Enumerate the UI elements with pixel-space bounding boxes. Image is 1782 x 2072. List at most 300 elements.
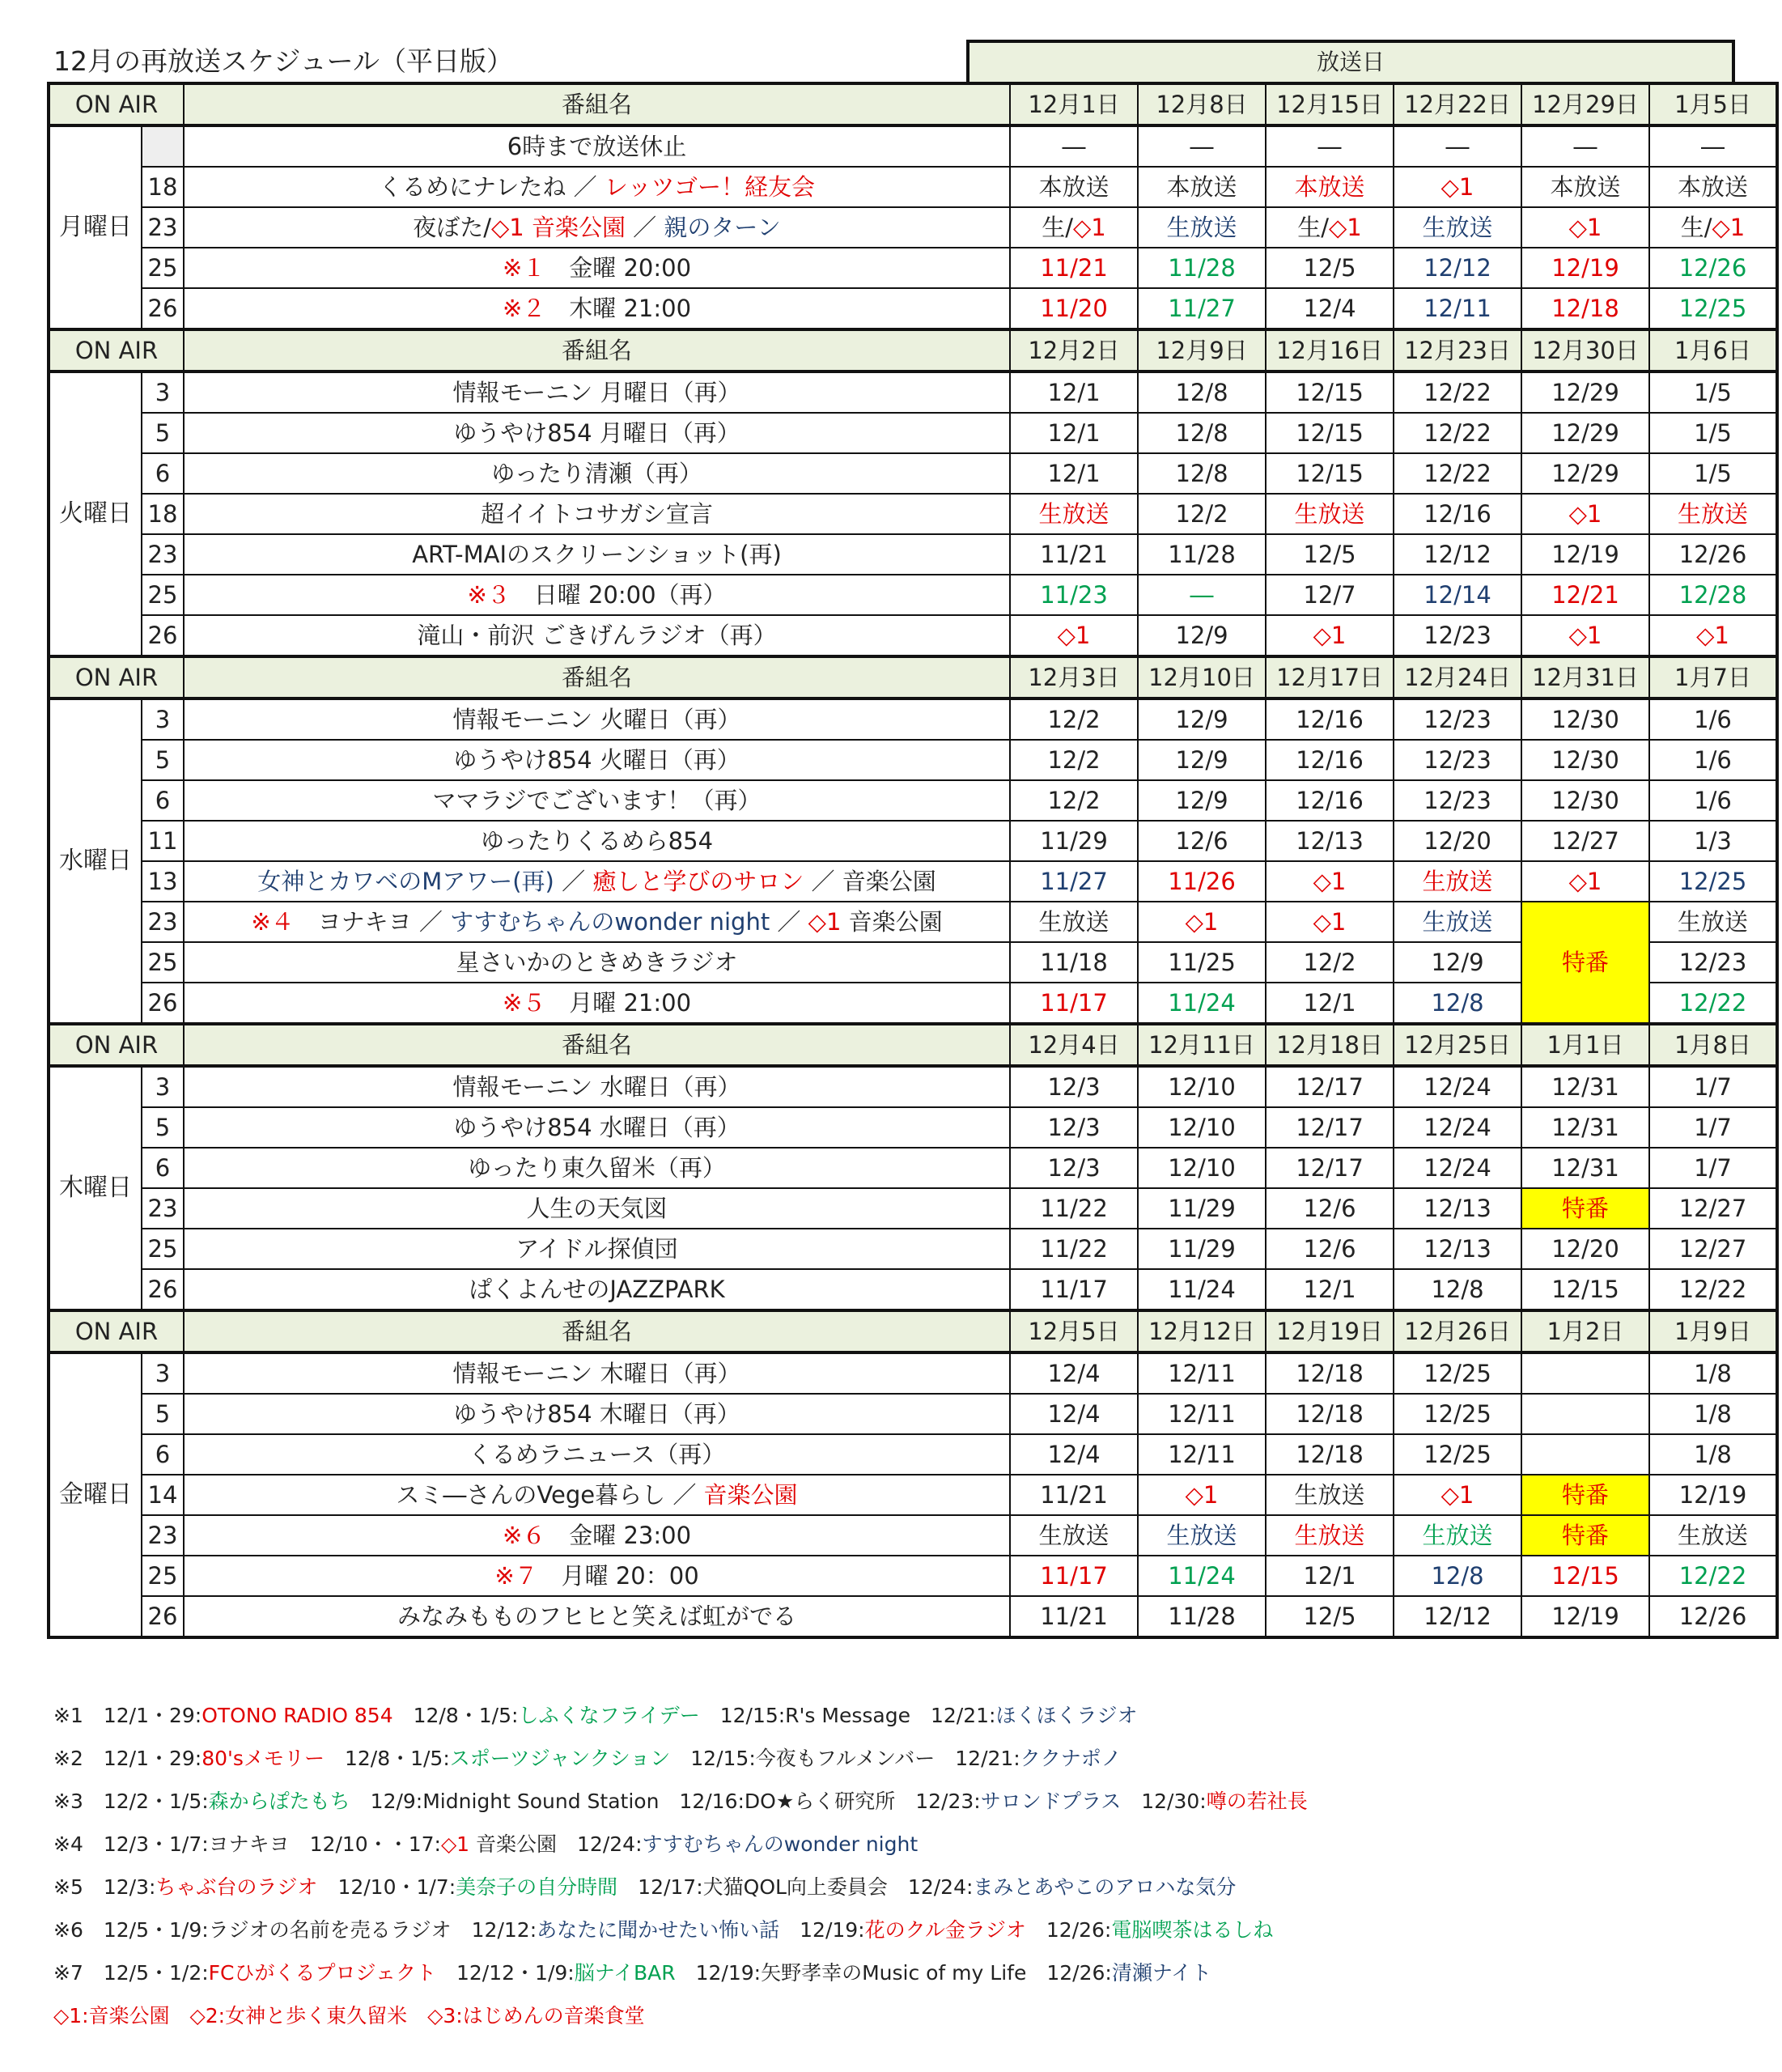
- schedule-cell: 12/18: [1266, 1394, 1394, 1434]
- hour-cell: 23: [142, 902, 184, 942]
- hour-cell: 26: [142, 288, 184, 329]
- schedule-cell: 1/7: [1649, 1066, 1777, 1107]
- weekday-label: 火曜日: [49, 372, 142, 656]
- program-name: [184, 861, 1010, 902]
- schedule-cell: 12/30: [1521, 698, 1649, 740]
- schedule-cell: 11/20: [1010, 288, 1138, 329]
- schedule-cell: 12/6: [1266, 1188, 1394, 1229]
- legend-text: しふくなフライデー: [518, 1704, 700, 1727]
- legend-line: [53, 2002, 1308, 2045]
- table-row: [49, 1229, 1777, 1269]
- schedule-cell: 12/6: [1266, 1229, 1394, 1269]
- program-name-part: ※６: [502, 1522, 546, 1549]
- page-title: 12月の再放送スケジュール（平日版）: [53, 45, 514, 77]
- schedule-cell: 12/29: [1521, 413, 1649, 453]
- schedule-cell: 12/24: [1394, 1066, 1521, 1107]
- legend-text: ◇1:音楽公園 ◇2:女神と歩く東久留米 ◇3:はじめんの音楽食堂: [53, 2004, 645, 2027]
- schedule-cell: 12/5: [1266, 248, 1394, 288]
- schedule-cell: 11/21: [1010, 1596, 1138, 1637]
- schedule-cell: 生放送: [1649, 902, 1777, 942]
- date-header: 12月22日: [1394, 83, 1521, 125]
- program-name: [184, 413, 1010, 453]
- date-header: 1月1日: [1521, 1024, 1649, 1066]
- legend-line: [53, 1874, 1308, 1917]
- schedule-cell: 本放送: [1266, 167, 1394, 207]
- program-name: [184, 1515, 1010, 1556]
- hour-cell: 23: [142, 207, 184, 248]
- date-header: 12月3日: [1010, 656, 1138, 698]
- special-program-cell: 特番: [1521, 1188, 1649, 1229]
- legend-text: 12/30:: [1121, 1790, 1207, 1813]
- schedule-cell: 12/5: [1266, 534, 1394, 575]
- program-name: [184, 494, 1010, 534]
- hour-cell: 23: [142, 534, 184, 575]
- schedule-cell: 12/25: [1649, 288, 1777, 329]
- schedule-cell: 12/31: [1521, 1066, 1649, 1107]
- program-name-part: ◇1: [808, 908, 842, 936]
- legend-text: スポーツジャンクション: [449, 1747, 671, 1770]
- schedule-cell: 11/21: [1010, 1475, 1138, 1515]
- day-header-row: [49, 1310, 1777, 1352]
- hour-cell: 5: [142, 413, 184, 453]
- legend-text: 電脳喫茶はるしね: [1111, 1918, 1274, 1942]
- program-name-part: ヨナキヨ ／: [294, 908, 451, 936]
- date-header: 12月2日: [1010, 329, 1138, 372]
- schedule-cell: 1/8: [1649, 1434, 1777, 1475]
- schedule-cell: 12/27: [1521, 821, 1649, 861]
- schedule-cell: 12/4: [1010, 1434, 1138, 1475]
- legend-text: 80'sメモリー: [202, 1747, 325, 1770]
- schedule-cell: 12/11: [1138, 1434, 1266, 1475]
- schedule-cell: 12/8: [1394, 983, 1521, 1024]
- schedule-cell: 12/10: [1138, 1066, 1266, 1107]
- schedule-cell: 12/2: [1010, 698, 1138, 740]
- program-name-part: 情報モーニン 水曜日（再）: [452, 1073, 741, 1101]
- weekday-label: 水曜日: [49, 698, 142, 1024]
- schedule-cell: 1/6: [1649, 740, 1777, 780]
- schedule-cell: 12/25: [1649, 861, 1777, 902]
- legend-text: ※5 12/3:: [53, 1875, 156, 1899]
- legend-text: 12/19:: [779, 1918, 865, 1942]
- schedule-cell: 12/2: [1266, 942, 1394, 983]
- program-name-part: 月曜 20：00: [537, 1562, 699, 1590]
- schedule-cell: 12/30: [1521, 740, 1649, 780]
- schedule-cell: 12/1: [1010, 372, 1138, 413]
- program-name-part: 情報モーニン 火曜日（再）: [452, 706, 741, 733]
- schedule-cell: 12/26: [1649, 534, 1777, 575]
- schedule-cell: 12/9: [1138, 698, 1266, 740]
- program-name-part: ぱくよんせのJAZZPARK: [469, 1276, 725, 1303]
- program-name-header: 番組名: [184, 1024, 1010, 1066]
- hour-cell: 18: [142, 494, 184, 534]
- table-row: [49, 740, 1777, 780]
- date-header: 12月19日: [1266, 1310, 1394, 1352]
- legend-text: ほくほくラジオ: [995, 1704, 1138, 1727]
- hour-cell: [142, 125, 184, 167]
- schedule-cell: 12/26: [1649, 1596, 1777, 1637]
- date-header: 12月29日: [1521, 83, 1649, 125]
- date-header: 12月18日: [1266, 1024, 1394, 1066]
- schedule-cell: 12/17: [1266, 1148, 1394, 1188]
- table-row: [49, 983, 1777, 1024]
- hour-cell: 6: [142, 1148, 184, 1188]
- date-header: 12月10日: [1138, 656, 1266, 698]
- date-header: 12月24日: [1394, 656, 1521, 698]
- schedule-cell: 12/13: [1266, 821, 1394, 861]
- schedule-cell: 12/27: [1649, 1229, 1777, 1269]
- schedule-cell: 12/24: [1394, 1148, 1521, 1188]
- program-name-part: ゆうやけ854 木曜日（再）: [453, 1400, 740, 1428]
- program-name: [184, 1229, 1010, 1269]
- program-name: [184, 125, 1010, 167]
- schedule-cell: 12/24: [1394, 1107, 1521, 1148]
- program-name-part: ゆうやけ854 火曜日（再）: [453, 746, 740, 774]
- schedule-cell: 12/20: [1521, 1229, 1649, 1269]
- schedule-cell: 12/11: [1138, 1352, 1266, 1394]
- schedule-cell: 11/22: [1010, 1229, 1138, 1269]
- schedule-cell: ―: [1394, 125, 1521, 167]
- schedule-cell: 11/21: [1010, 248, 1138, 288]
- table-row: [49, 1148, 1777, 1188]
- legend-text: 清瀬ナイト: [1111, 1961, 1212, 1985]
- schedule-cell: 12/3: [1010, 1148, 1138, 1188]
- schedule-cell: ◇1: [1521, 494, 1649, 534]
- schedule-cell: 生放送: [1649, 494, 1777, 534]
- legend-text: OTONO RADIO 854: [202, 1704, 393, 1727]
- schedule-cell: 1/7: [1649, 1107, 1777, 1148]
- program-name-part: 情報モーニン 木曜日（再）: [452, 1360, 741, 1387]
- schedule-cell: ―: [1649, 125, 1777, 167]
- date-header: 12月8日: [1138, 83, 1266, 125]
- date-header: 1月8日: [1649, 1024, 1777, 1066]
- schedule-cell: 11/25: [1138, 942, 1266, 983]
- schedule-cell: 12/9: [1138, 780, 1266, 821]
- date-header: 12月25日: [1394, 1024, 1521, 1066]
- program-name-part: くるめにナレたね ／: [379, 173, 605, 201]
- legend-text: 12/26:: [1025, 1918, 1112, 1942]
- schedule-cell: 11/24: [1138, 1269, 1266, 1310]
- schedule-cell: 12/9: [1138, 740, 1266, 780]
- schedule-cell: 12/1: [1266, 1269, 1394, 1310]
- schedule-cell: 12/5: [1266, 1596, 1394, 1637]
- table-row: [49, 288, 1777, 329]
- schedule-cell: 12/17: [1266, 1107, 1394, 1148]
- hour-cell: 3: [142, 372, 184, 413]
- program-name-part: すすむちゃんのwonder night: [450, 908, 770, 936]
- program-name-part: くるめラニュース（再）: [468, 1441, 726, 1468]
- schedule-cell: 12/16: [1394, 494, 1521, 534]
- schedule-cell: 1/6: [1649, 698, 1777, 740]
- date-header: 12月30日: [1521, 329, 1649, 372]
- program-name-part: 親のターン: [664, 214, 781, 241]
- legend-text: 脳ナイBAR: [574, 1961, 676, 1985]
- schedule-cell: 12/29: [1521, 372, 1649, 413]
- legend-text: 音楽公園 12/24:: [469, 1832, 643, 1856]
- schedule-cell: 12/1: [1010, 453, 1138, 494]
- schedule-cell: ◇1: [1394, 1475, 1521, 1515]
- hour-cell: 25: [142, 942, 184, 983]
- hour-cell: 26: [142, 1269, 184, 1310]
- schedule-cell: ◇1: [1138, 1475, 1266, 1515]
- program-name-part: 木曜 21:00: [545, 295, 692, 322]
- table-row: [49, 1188, 1777, 1229]
- program-name-part: 6時まで放送休止: [507, 133, 687, 160]
- schedule-cell: 11/17: [1010, 1269, 1138, 1310]
- schedule-cell: 12/22: [1649, 1556, 1777, 1596]
- hour-cell: 26: [142, 615, 184, 656]
- schedule-cell: 生放送: [1394, 861, 1521, 902]
- day-header-row: [49, 83, 1777, 125]
- legend-text: ククナポノ: [1020, 1747, 1122, 1770]
- legend-text: すすむちゃんのwonder night: [642, 1832, 919, 1856]
- schedule-cell: 生放送: [1266, 494, 1394, 534]
- schedule-cell: 12/2: [1010, 740, 1138, 780]
- legend-text: 12/19:矢野孝幸のMusic of my Life 12/26:: [675, 1961, 1112, 1985]
- table-row: [49, 575, 1777, 615]
- schedule-cell: 12/4: [1010, 1394, 1138, 1434]
- schedule-cell: 生放送: [1394, 207, 1521, 248]
- program-name-part: ／: [625, 214, 664, 241]
- special-program-cell: 特番: [1521, 902, 1649, 1024]
- footnote-legend: [53, 1702, 1308, 2045]
- table-row: [49, 902, 1777, 942]
- schedule-cell: 12/19: [1521, 1596, 1649, 1637]
- schedule-cell: 12/2: [1010, 780, 1138, 821]
- cell-part: ◇1: [1712, 214, 1746, 241]
- program-name-part: ※１: [502, 254, 546, 282]
- program-name: [184, 1269, 1010, 1310]
- program-name: [184, 615, 1010, 656]
- program-name: [184, 207, 1010, 248]
- hour-cell: 13: [142, 861, 184, 902]
- table-row: [49, 534, 1777, 575]
- schedule-cell: [1521, 1434, 1649, 1475]
- program-name-part: ゆったりくるめら854: [480, 827, 714, 855]
- schedule-cell: 12/23: [1394, 740, 1521, 780]
- schedule-cell: 12/3: [1010, 1107, 1138, 1148]
- legend-line: [53, 1745, 1308, 1788]
- schedule-cell: ―: [1138, 125, 1266, 167]
- program-name-part: ART-MAIのスクリーンショット(再): [412, 541, 782, 568]
- schedule-cell: [1521, 1352, 1649, 1394]
- program-name-header: 番組名: [184, 83, 1010, 125]
- schedule-cell: 11/29: [1138, 1188, 1266, 1229]
- schedule-cell: 12/15: [1266, 453, 1394, 494]
- schedule-cell: ◇1: [1266, 615, 1394, 656]
- schedule-cell: 12/30: [1521, 780, 1649, 821]
- program-name-part: ◇1 音楽公園: [490, 214, 626, 241]
- hour-cell: 23: [142, 1188, 184, 1229]
- schedule-cell: ◇1: [1521, 207, 1649, 248]
- program-name-part: スミ―さんのVege暮らし ／: [396, 1481, 704, 1509]
- hour-cell: 6: [142, 453, 184, 494]
- table-row: [49, 1475, 1777, 1515]
- program-name: [184, 167, 1010, 207]
- legend-line: [53, 1959, 1308, 2002]
- schedule-cell: 12/19: [1521, 534, 1649, 575]
- schedule-cell: 12/29: [1521, 453, 1649, 494]
- legend-text: ※3 12/2・1/5:: [53, 1790, 209, 1813]
- schedule-cell: 12/22: [1394, 372, 1521, 413]
- table-row: [49, 1515, 1777, 1556]
- legend-text: 美奈子の自分時間: [456, 1875, 618, 1899]
- weekday-label: 金曜日: [49, 1352, 142, 1637]
- weekday-label: 木曜日: [49, 1066, 142, 1310]
- legend-text: ※1 12/1・29:: [53, 1704, 202, 1727]
- schedule-cell: 11/17: [1010, 983, 1138, 1024]
- schedule-cell: 12/23: [1649, 942, 1777, 983]
- program-name: [184, 698, 1010, 740]
- table-row: [49, 780, 1777, 821]
- schedule-cell: 11/17: [1010, 1556, 1138, 1596]
- legend-line: [53, 1788, 1308, 1831]
- legend-text: ※2 12/1・29:: [53, 1747, 202, 1770]
- table-row: [49, 167, 1777, 207]
- schedule-cell: 12/11: [1138, 1394, 1266, 1434]
- cell-part: ◇1: [1329, 214, 1362, 241]
- hour-cell: 5: [142, 1394, 184, 1434]
- date-header: 12月1日: [1010, 83, 1138, 125]
- schedule-cell: 11/22: [1010, 1188, 1138, 1229]
- schedule-cell: ◇1: [1266, 861, 1394, 902]
- hour-cell: 25: [142, 575, 184, 615]
- schedule-cell: 12/22: [1649, 1269, 1777, 1310]
- schedule-cell: 12/23: [1394, 698, 1521, 740]
- schedule-cell: [1266, 207, 1394, 248]
- program-name-part: 日曜 20:00（再）: [510, 581, 727, 609]
- program-name: [184, 740, 1010, 780]
- program-name: [184, 902, 1010, 942]
- legend-text: あなたに聞かせたい怖い話: [537, 1918, 780, 1942]
- table-row: [49, 1107, 1777, 1148]
- table-row: [49, 372, 1777, 413]
- program-name-header: 番組名: [184, 656, 1010, 698]
- table-row: [49, 821, 1777, 861]
- schedule-cell: 1/3: [1649, 821, 1777, 861]
- schedule-cell: 12/1: [1010, 413, 1138, 453]
- schedule-cell: 12/14: [1394, 575, 1521, 615]
- program-name: [184, 821, 1010, 861]
- date-header: 12月9日: [1138, 329, 1266, 372]
- table-row: [49, 1269, 1777, 1310]
- date-header: 1月6日: [1649, 329, 1777, 372]
- schedule-cell: 本放送: [1138, 167, 1266, 207]
- table-row: [49, 207, 1777, 248]
- date-header: 12月23日: [1394, 329, 1521, 372]
- schedule-cell: 12/12: [1394, 534, 1521, 575]
- schedule-cell: 12/16: [1266, 740, 1394, 780]
- schedule-cell: 12/11: [1394, 288, 1521, 329]
- schedule-cell: 12/3: [1010, 1066, 1138, 1107]
- schedule-cell: 11/29: [1010, 821, 1138, 861]
- hour-cell: 26: [142, 1596, 184, 1637]
- hour-cell: 25: [142, 1229, 184, 1269]
- schedule-cell: 生放送: [1010, 1515, 1138, 1556]
- date-header: 1月2日: [1521, 1310, 1649, 1352]
- program-name-part: 月曜 21:00: [545, 989, 692, 1017]
- program-name-part: ※２: [502, 295, 546, 322]
- table-row: [49, 494, 1777, 534]
- program-name: [184, 1596, 1010, 1637]
- hour-cell: 25: [142, 248, 184, 288]
- legend-text: 12/9:Midnight Sound Station 12/16:DO★らく研究所 12/23:: [350, 1790, 981, 1813]
- schedule-cell: 12/16: [1266, 698, 1394, 740]
- schedule-cell: 生放送: [1394, 902, 1521, 942]
- schedule-cell: 12/31: [1521, 1107, 1649, 1148]
- schedule-cell: 12/31: [1521, 1148, 1649, 1188]
- program-name: [184, 575, 1010, 615]
- hour-cell: 25: [142, 1556, 184, 1596]
- schedule-cell: 12/8: [1394, 1556, 1521, 1596]
- legend-text: 12/8・1/5:: [392, 1704, 519, 1727]
- day-header-row: [49, 329, 1777, 372]
- schedule-cell: 1/5: [1649, 372, 1777, 413]
- program-name-part: ／: [770, 908, 808, 936]
- schedule-cell: [1521, 1394, 1649, 1434]
- date-header: 12月15日: [1266, 83, 1394, 125]
- program-name-part: 星さいかのときめきラジオ: [456, 949, 738, 976]
- schedule-cell: 12/10: [1138, 1107, 1266, 1148]
- on-air-label: ON AIR: [49, 1024, 184, 1066]
- program-name-part: みなみもものフヒヒと笑えば虹がでる: [397, 1603, 796, 1630]
- schedule-cell: 12/13: [1394, 1229, 1521, 1269]
- hour-cell: 5: [142, 740, 184, 780]
- program-name-part: 滝山・前沢 ごきげんラジオ（再）: [417, 622, 777, 649]
- schedule-cell: 1/6: [1649, 780, 1777, 821]
- program-name: [184, 288, 1010, 329]
- program-name: [184, 983, 1010, 1024]
- schedule-cell: 1/5: [1649, 413, 1777, 453]
- hour-cell: 26: [142, 983, 184, 1024]
- schedule-cell: ◇1: [1649, 615, 1777, 656]
- schedule-cell: 12/2: [1138, 494, 1266, 534]
- program-name: [184, 534, 1010, 575]
- cell-part: ◇1: [1073, 214, 1106, 241]
- table-row: [49, 1556, 1777, 1596]
- program-name-part: 音楽公園: [841, 908, 943, 936]
- hour-cell: 3: [142, 1352, 184, 1394]
- schedule-cell: 生放送: [1138, 207, 1266, 248]
- schedule-cell: ◇1: [1521, 861, 1649, 902]
- schedule-cell: 11/21: [1010, 534, 1138, 575]
- program-name-part: アイドル探偵団: [516, 1235, 678, 1263]
- program-name-part: ママラジでございます！（再）: [432, 787, 762, 814]
- schedule-cell: 12/12: [1394, 1596, 1521, 1637]
- schedule-cell: ◇1: [1394, 167, 1521, 207]
- hour-cell: 6: [142, 780, 184, 821]
- schedule-cell: ―: [1521, 125, 1649, 167]
- schedule-cell: 12/9: [1138, 615, 1266, 656]
- date-header: 12月12日: [1138, 1310, 1266, 1352]
- legend-text: 12/17:犬猫QOL向上委員会 12/24:: [617, 1875, 974, 1899]
- on-air-label: ON AIR: [49, 656, 184, 698]
- schedule-cell: [1010, 207, 1138, 248]
- cell-part: 生/: [1042, 214, 1073, 241]
- schedule-cell: 12/12: [1394, 248, 1521, 288]
- day-header-row: [49, 1024, 1777, 1066]
- date-header: 12月31日: [1521, 656, 1649, 698]
- schedule-cell: ◇1: [1138, 902, 1266, 942]
- schedule-cell: ◇1: [1521, 615, 1649, 656]
- schedule-cell: 12/8: [1138, 372, 1266, 413]
- schedule-cell: 生放送: [1010, 902, 1138, 942]
- schedule-cell: 11/24: [1138, 1556, 1266, 1596]
- schedule-cell: 12/4: [1266, 288, 1394, 329]
- legend-text: FCひがくるプロジェクト: [208, 1961, 436, 1985]
- schedule-table: [47, 82, 1779, 1639]
- schedule-cell: 11/26: [1138, 861, 1266, 902]
- schedule-cell: 本放送: [1521, 167, 1649, 207]
